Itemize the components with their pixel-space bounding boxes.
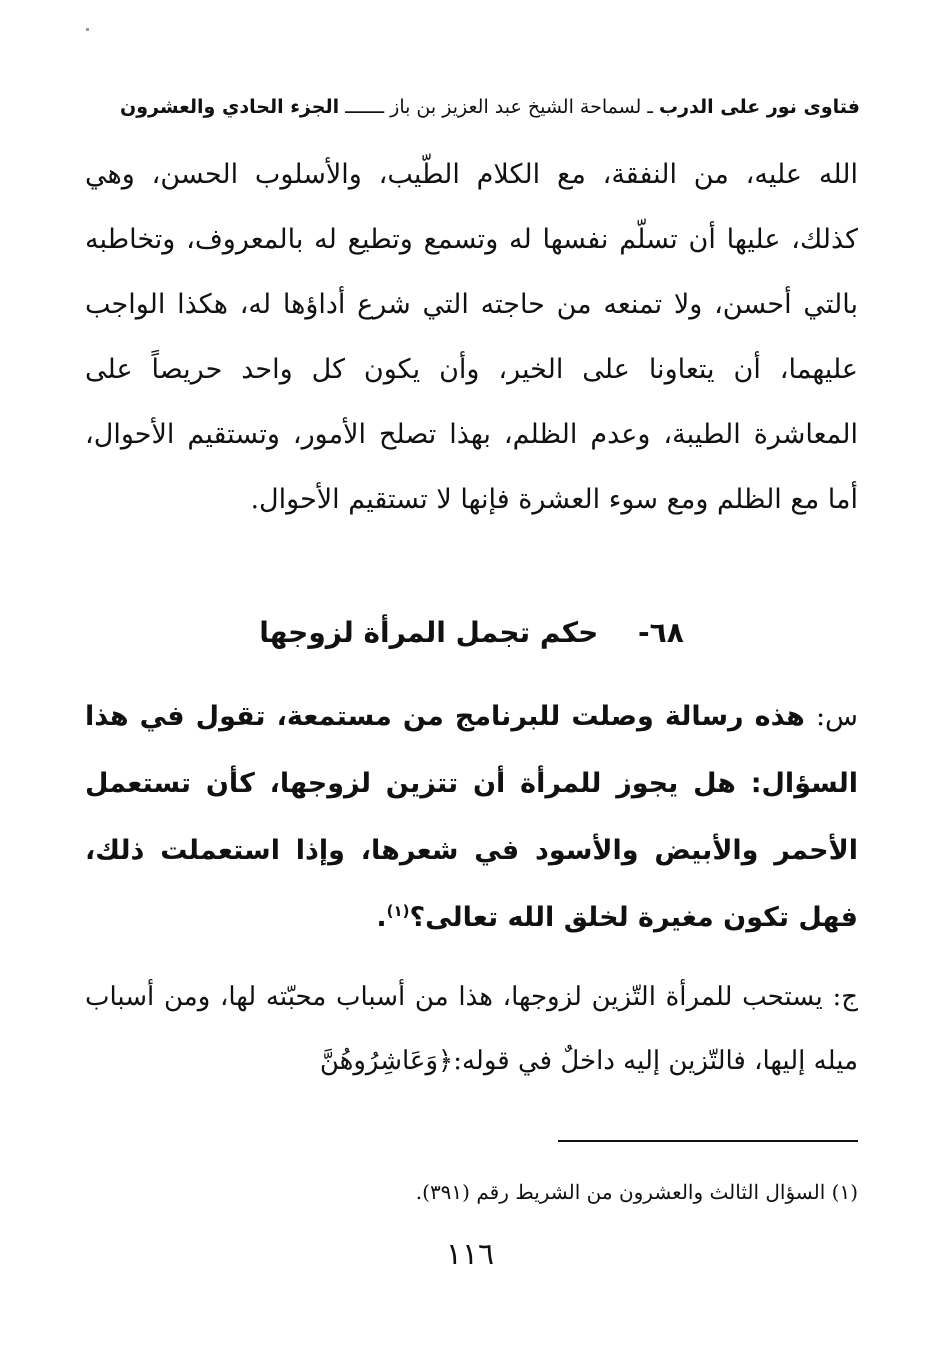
section-number: ٦٨- bbox=[638, 616, 684, 649]
answer-paragraph: ج: يستحب للمرأة التّزين لزوجها، هذا من أسباب محبّته لها، ومن أسباب ميله إليها، فالتّزين إليه داخلٌ في قوله:﴿وَعَاشِرُوهُنَّ bbox=[85, 982, 858, 1076]
section-heading bbox=[85, 608, 858, 658]
page-number: ١١٦ bbox=[445, 1237, 495, 1272]
section-title: حكم تجمل المرأة لزوجها bbox=[259, 616, 599, 649]
book-title: فتاوى نور على الدرب bbox=[659, 96, 860, 118]
question-text: هذه رسالة وصلت للبرنامج من مستمعة، تقول في هذا السؤال: هل يجوز للمرأة أن تتزين لزوجها، كأن تستعمل الأحمر والأبيض والأسود في شعرها، وإذا استعملت ذلك، فهل تكون مغيرة لخلق الله تعالى؟ bbox=[85, 701, 858, 933]
footnote-separator bbox=[558, 1140, 858, 1142]
footnote: (١) السؤال الثالث والعشرون من الشريط رقم (٣٩١). bbox=[415, 1180, 858, 1204]
question-end: . bbox=[376, 902, 387, 933]
running-header bbox=[90, 92, 860, 122]
question-paragraph bbox=[85, 683, 858, 951]
question-label: س: bbox=[815, 701, 858, 732]
scan-mark bbox=[86, 28, 89, 31]
footnote-reference[interactable]: (١) bbox=[386, 902, 410, 920]
continued-paragraph: الله عليه، من النفقة، مع الكلام الطّيب، والأسلوب الحسن، وهي كذلك، عليها أن تسلّم نفسها له وتسمع وتطيع له بالمعروف، وتخاطبه بالتي أحسن، ولا تمنعه من حاجته التي شرع أداؤها له، هكذا الواجب عليهما، أن يتعاونا على الخير، وأن يكون كل واحد حريصاً على المعاشرة الطيبة، وعدم الظلم، بهذا تصلح الأمور، وتستقيم الأحوال، أما مع الظلم ومع سوء العشرة فإنها لا تستقيم الأحوال. bbox=[85, 159, 858, 515]
author-line: ـ لسماحة الشيخ عبد العزيز بن باز ـــــــ bbox=[345, 96, 653, 118]
volume-label: الجزء الحادي والعشرون bbox=[119, 96, 340, 118]
